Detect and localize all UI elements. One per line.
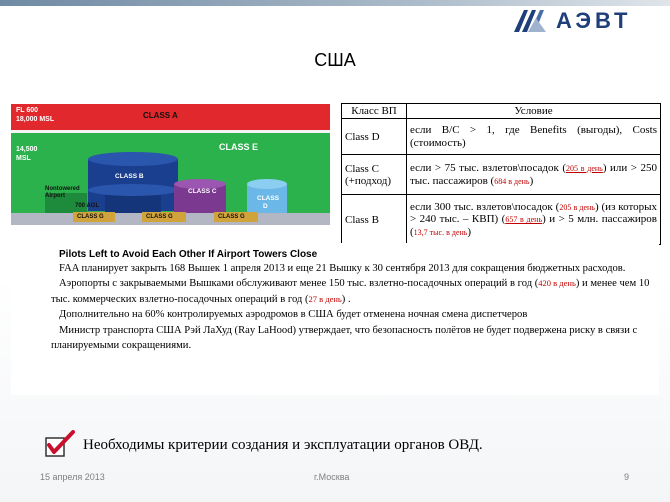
- msl-label: MSL: [16, 155, 31, 162]
- row-condition: если B/C > 1, где Benefits (выгоды), Costs (стоимость): [407, 119, 661, 155]
- nontowered-label: Nontowered: [45, 186, 80, 192]
- footer-page-number: 9: [624, 472, 630, 482]
- fl600-label: FL 600: [16, 107, 39, 114]
- checkbox-check-icon: [43, 430, 77, 460]
- class-c-label: CLASS C: [188, 188, 217, 195]
- news-headline: Pilots Left to Avoid Each Other If Airport Towers Close: [59, 249, 318, 260]
- news-paragraph: Аэропорты с закрываемыми Вышками обслуживают менее 150 тыс. взлетно-посадочных операций в год (420 в день) и менее чем 10 тыс. коммерческих взлетно-посадочных операций в год (27 в день) .: [51, 278, 650, 305]
- criteria-table: [341, 103, 661, 245]
- class-g-label-1: CLASS G: [77, 214, 104, 220]
- msl14500-label: 14,500: [16, 146, 38, 153]
- footer-city: г.Москва: [314, 472, 350, 482]
- class-d-letter-label: D: [263, 203, 268, 210]
- airspace-shapes: [11, 104, 330, 225]
- table-row: [342, 119, 661, 155]
- news-block: [11, 243, 659, 395]
- logo-mark-icon: [512, 6, 552, 34]
- logo-text: АЭВТ: [556, 8, 632, 33]
- news-paragraph: Дополнительно на 60% контролируемых аэродромов в США будет отменена ночная смена диспетчеров: [59, 309, 528, 321]
- row-class: Class D: [342, 119, 407, 155]
- page-title: США: [314, 50, 356, 70]
- company-logo: [512, 6, 662, 34]
- class-g-label-2: CLASS G: [146, 214, 173, 220]
- row-condition: если > 75 тыс. взлетов\посадок (205 в день) или > 250 тыс. пассажиров (684 в день): [407, 155, 661, 195]
- conclusion-text: Необходимы критерии создания и эксплуатации органов ОВД.: [83, 437, 483, 453]
- table-row: [342, 155, 661, 195]
- class-d-label: CLASS: [257, 195, 280, 202]
- news-paragraph: FAA планирует закрыть 168 Вышек 1 апреля 2013 и еще 21 Вышку к 30 сентября 2013 для сокращения бюджетных расходов.: [59, 263, 626, 274]
- header-class: Класс ВП: [342, 104, 407, 119]
- msl18000-label: 18,000 MSL: [16, 116, 55, 123]
- table-header-row: [342, 104, 661, 119]
- header-condition: Условие: [407, 104, 661, 119]
- row-condition: если 300 тыс. взлетов\посадок (205 в день) (из которых > 240 тыс. – КВП) (657 в день) и > 5 млн. пассажиров (13,7 тыс. в день): [407, 195, 661, 245]
- row-class: Class B: [342, 195, 407, 245]
- row-class: Class C (+подход): [342, 155, 407, 195]
- agl-label: 700 AGL: [75, 203, 100, 209]
- footer-date: 15 апреля 2013: [40, 472, 105, 482]
- airspace-diagram: [11, 104, 330, 225]
- news-paragraph: Министр транспорта США Рэй ЛаХуд (Ray LaHood) утверждает, что безопасность полётов не будет подвержена риску в связи с планируемыми сокращениями.: [51, 324, 638, 352]
- class-b-label: CLASS B: [115, 173, 144, 180]
- class-e-label: CLASS E: [219, 142, 259, 152]
- airport-label: Airport: [45, 193, 65, 199]
- table-row: [342, 195, 661, 245]
- news-body: [51, 261, 651, 353]
- class-a-label: CLASS A: [143, 111, 178, 120]
- class-g-label-3: CLASS G: [218, 214, 245, 220]
